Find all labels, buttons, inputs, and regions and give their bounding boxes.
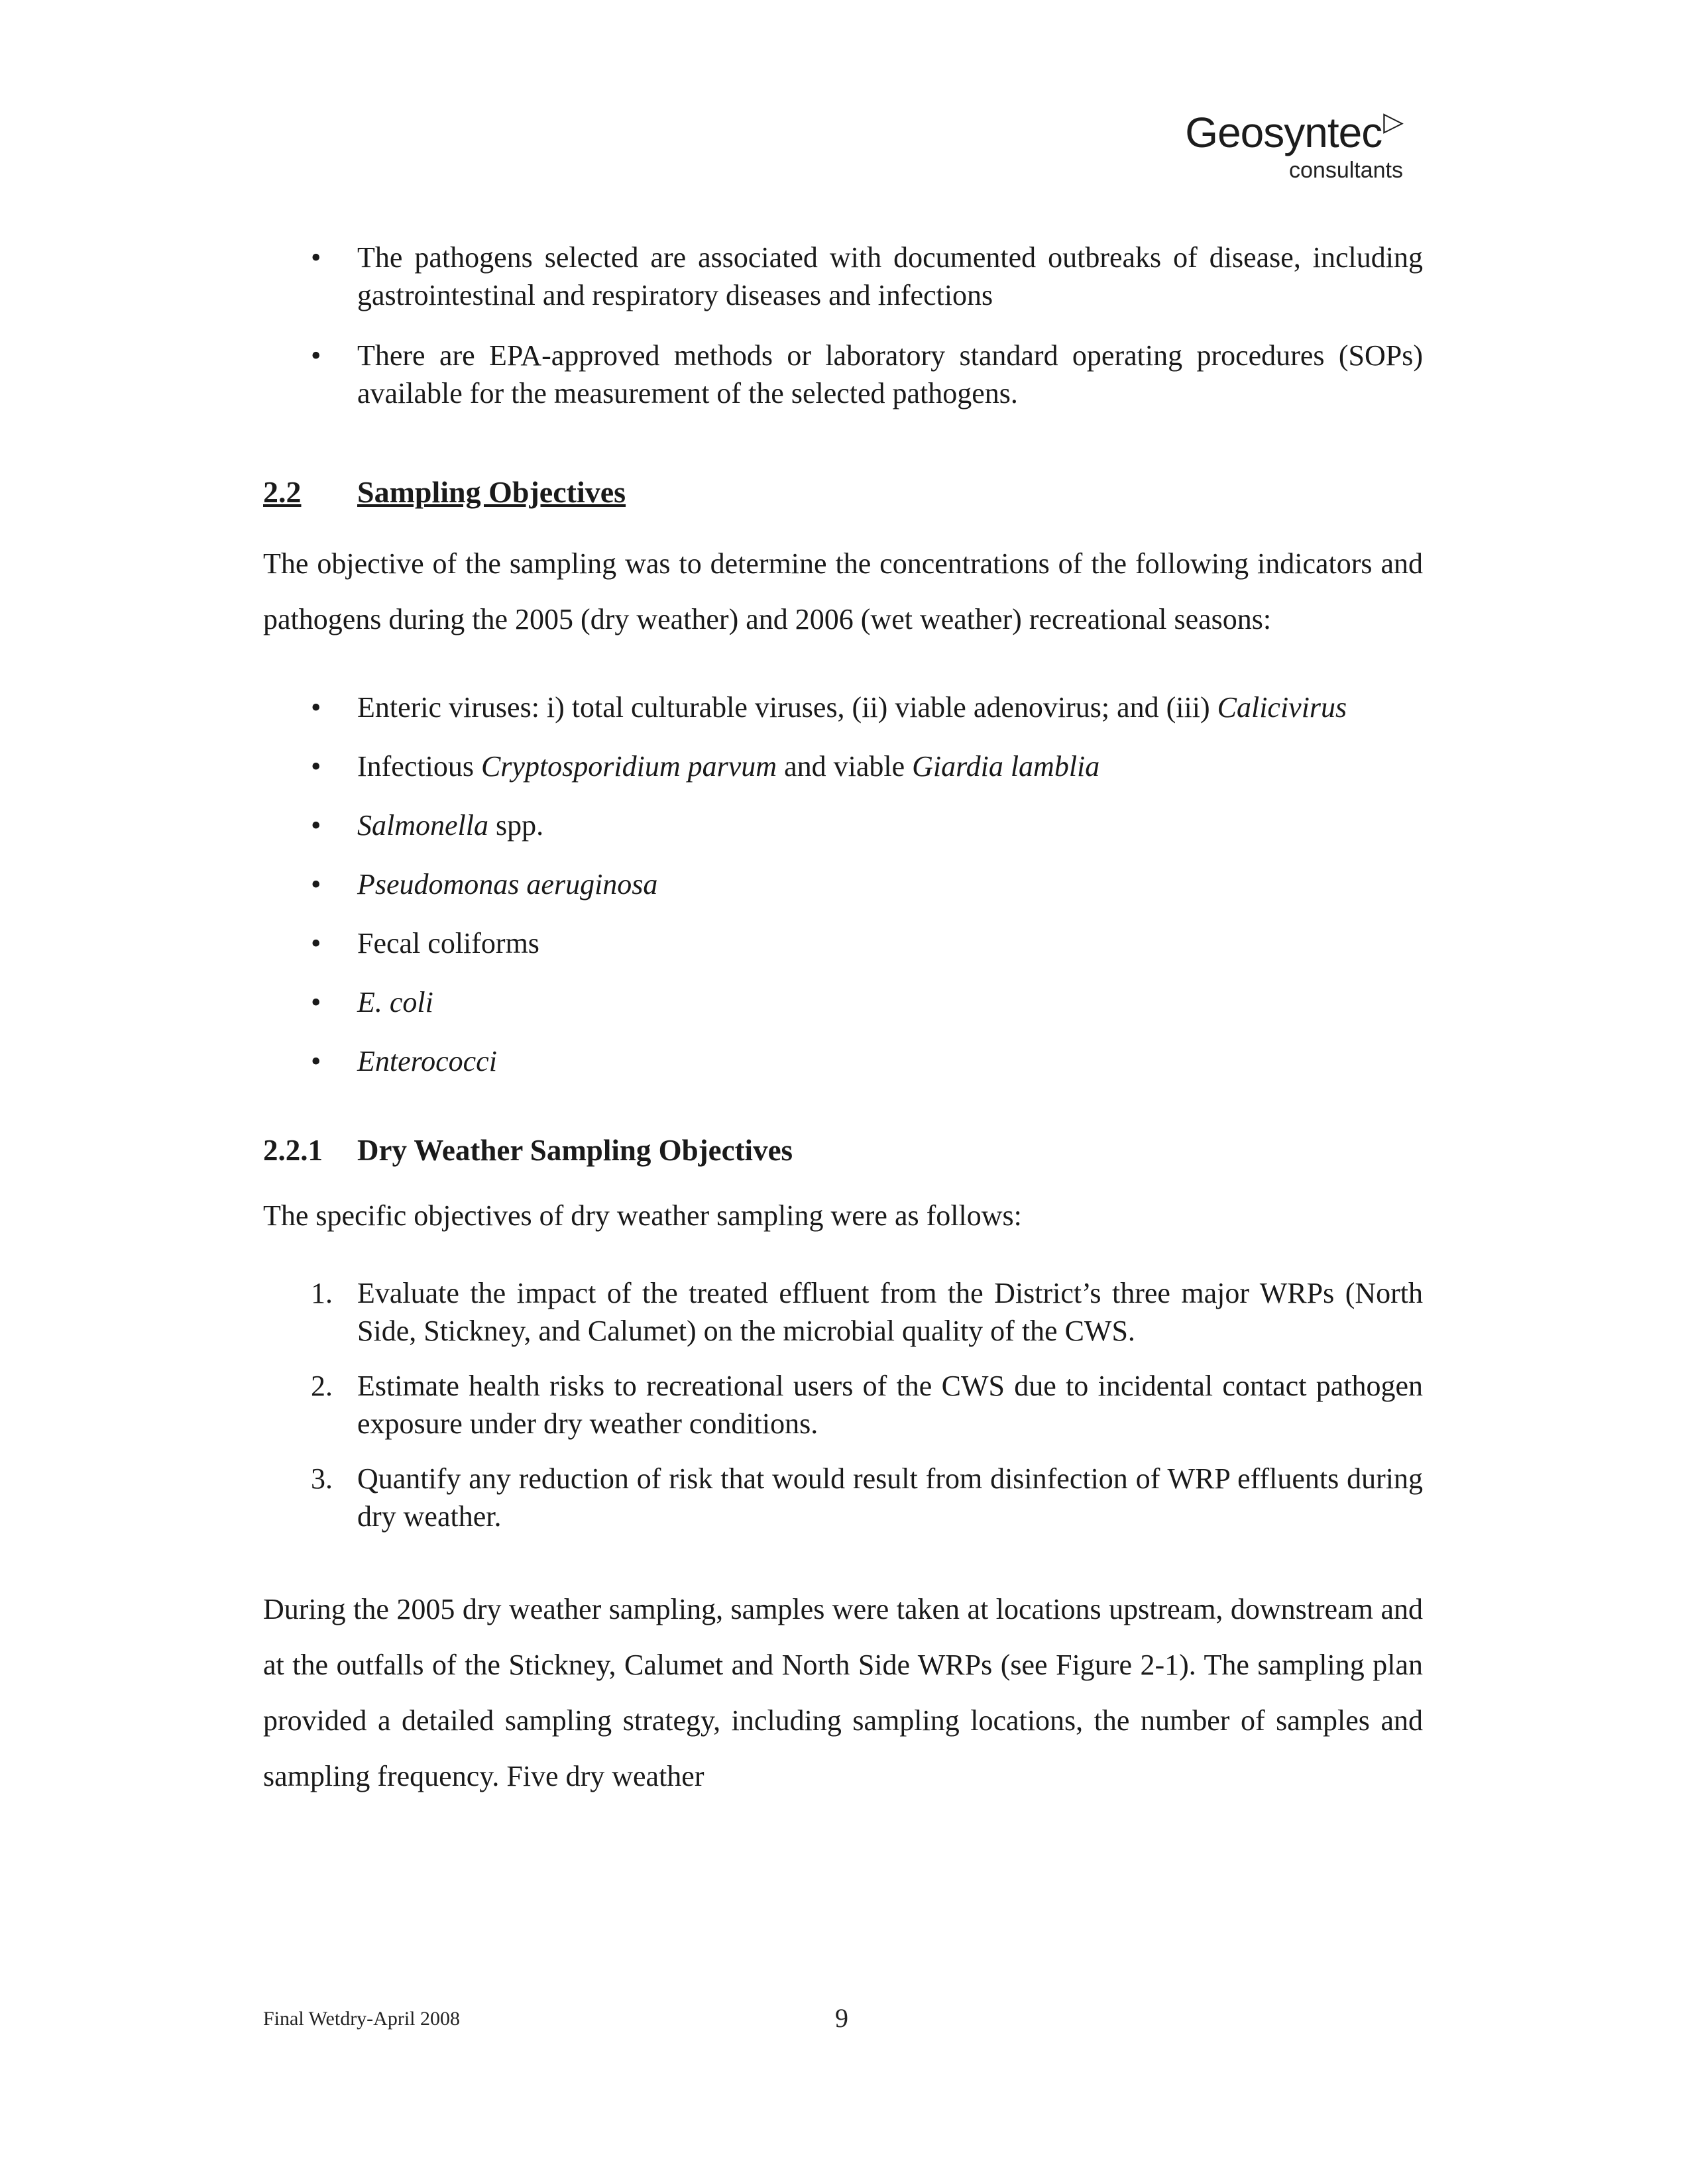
- dry-weather-lead: The specific objectives of dry weather sampling were as follows:: [263, 1199, 1022, 1232]
- list-item: • Infectious Cryptosporidium parvum and viable Giardia lamblia: [263, 747, 1423, 785]
- page-number: 9: [835, 2003, 848, 2033]
- dry-weather-sampling-paragraph: During the 2005 dry weather sampling, samples were taken at locations upstream, downstream and at the outfalls of the Stickney, Calumet and North Side WRPs (see Figure 2-1). The sampling plan provided a detailed sampling strategy, including sampling locations, the number of samples and sampling frequency. Five dry weather: [263, 1593, 1423, 1792]
- bullet-icon: •: [311, 750, 321, 783]
- bullet-icon: •: [311, 868, 321, 901]
- logo-name: Geosyntec▷: [1185, 107, 1403, 156]
- logo-subtitle: consultants: [1289, 158, 1403, 183]
- footer-document-id: Final Wetdry-April 2008: [263, 2008, 460, 2030]
- list-item: 1. Evaluate the impact of the treated effluent from the District’s three major WRPs (North Side, Stickney, and Calumet) on the microbial quality of the CWS.: [311, 1277, 1423, 1347]
- list-item: • The pathogens selected are associated with documented outbreaks of disease, including gastrointestinal and respiratory diseases and infections: [263, 239, 1423, 314]
- bullet-icon: •: [311, 986, 321, 1018]
- pathogen-bullet-list: [263, 688, 1423, 1080]
- list-item: 3. Quantify any reduction of risk that would result from disinfection of WRP effluents during dry weather.: [311, 1462, 1423, 1533]
- document-body: [263, 239, 1423, 1804]
- bullet-icon: •: [311, 809, 321, 842]
- list-item: • E. coli: [263, 983, 1423, 1021]
- section-heading-2-2: 2.2 Sampling Objectives: [263, 475, 626, 509]
- list-item: • Enterococci: [263, 1042, 1423, 1080]
- list-item: • There are EPA-approved methods or laboratory standard operating procedures (SOPs) available for the measurement of the selected pathogens.: [263, 337, 1423, 412]
- sampling-objectives-paragraph: The objective of the sampling was to determine the concentrations of the following indicators and pathogens during the 2005 (dry weather) and 2006 (wet weather) recreational seasons:: [263, 547, 1423, 635]
- list-item: • Enteric viruses: i) total culturable viruses, (ii) viable adenovirus; and (iii) Calicivirus: [263, 688, 1423, 726]
- list-item: 2. Estimate health risks to recreational users of the CWS due to incidental contact pathogen exposure under dry weather conditions.: [311, 1370, 1423, 1440]
- list-item: • Fecal coliforms: [263, 924, 1423, 962]
- bullet-icon: •: [311, 691, 321, 724]
- intro-bullet-list: [263, 239, 1423, 412]
- bullet-icon: •: [311, 927, 321, 959]
- dry-weather-objectives-list: [263, 1274, 1423, 1535]
- section-heading-2-2-1: 2.2.1 Dry Weather Sampling Objectives: [263, 1134, 793, 1167]
- logo-triangle-icon: ▷: [1383, 107, 1403, 136]
- list-item: • Salmonella spp.: [263, 806, 1423, 844]
- list-item: • Pseudomonas aeruginosa: [263, 865, 1423, 903]
- bullet-icon: •: [311, 241, 321, 274]
- bullet-icon: •: [311, 1045, 321, 1077]
- company-logo: [1185, 107, 1403, 184]
- bullet-icon: •: [311, 339, 321, 372]
